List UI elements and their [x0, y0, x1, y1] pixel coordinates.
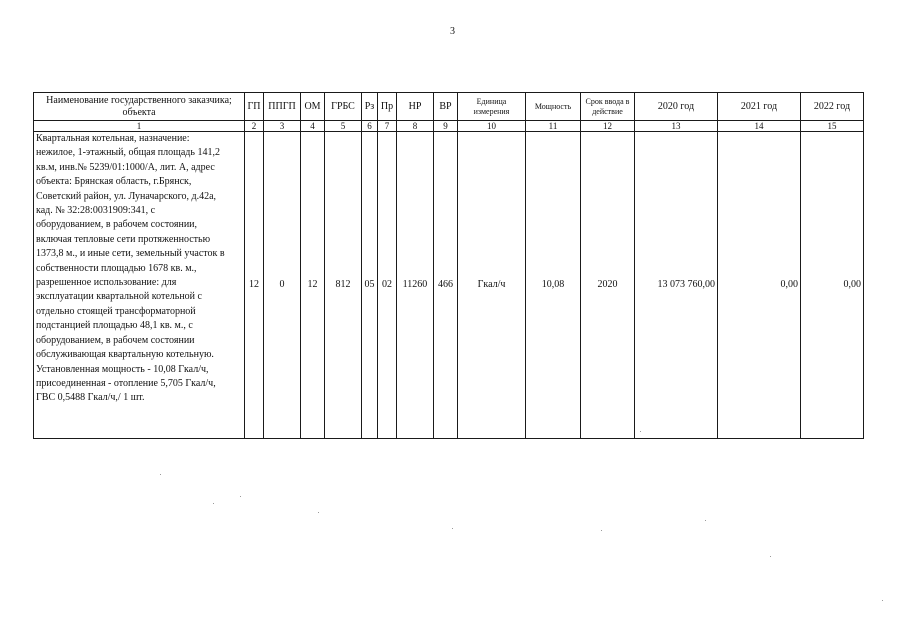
- rz-cell: 05: [362, 132, 378, 439]
- header-cell: 2021 год: [718, 93, 801, 121]
- column-number-cell: 5: [325, 121, 362, 132]
- capacity-cell: 10,08: [526, 132, 581, 439]
- amount-2021-cell: 0,00: [718, 132, 801, 439]
- scan-speck: [601, 530, 602, 531]
- ppgp-cell: 0: [264, 132, 301, 439]
- header-cell: Срок ввода в действие: [581, 93, 635, 121]
- pr-cell: 02: [378, 132, 397, 439]
- column-number-cell: 4: [301, 121, 325, 132]
- column-number-cell: 10: [458, 121, 526, 132]
- scan-speck: [770, 556, 771, 557]
- grbs-cell: 812: [325, 132, 362, 439]
- table-row: [34, 132, 864, 439]
- header-cell: ГРБС: [325, 93, 362, 121]
- commissioning-year-cell: 2020: [581, 132, 635, 439]
- header-cell: ГП: [245, 93, 264, 121]
- column-number-cell: 1: [34, 121, 245, 132]
- scan-speck: [882, 600, 883, 601]
- header-cell: Пр: [378, 93, 397, 121]
- scan-speck: [705, 520, 706, 521]
- column-number-cell: 6: [362, 121, 378, 132]
- column-number-cell: 3: [264, 121, 301, 132]
- vr-cell: 466: [434, 132, 458, 439]
- header-cell: ВР: [434, 93, 458, 121]
- header-cell: ОМ: [301, 93, 325, 121]
- header-cell: НР: [397, 93, 434, 121]
- object-description-cell: Квартальная котельная, назначение: нежилое, 1-этажный, общая площадь 141,2 кв.м, инв.№ 5239/01:1000/А, лит. А, адрес объекта: Брянская область, г.Брянск, Советский район, ул. Луначарского, д.42а, кад. № 32:28:0031909:341, с оборудованием, в рабочем состоянии, включая тепловые сети протяженностью 1373,8 м., и иные сети, земельный участок в собственности площадью 1678 кв. м., разрешенное использование: для эксплуатации квартальной котельной с отдельно стоящей трансформаторной подстанцией площадью 48,1 кв. м., с оборудованием, в рабочем состоянии обслуживающая квартальную котельную. Установленная мощность - 10,08 Гкал/ч, присоединенная - отопление 5,705 Гкал/ч, ГВС 0,5488 Гкал/ч,/ 1 шт.: [34, 132, 245, 439]
- header-cell: ППГП: [264, 93, 301, 121]
- page-number: 3: [450, 26, 455, 37]
- header-cell: 2022 год: [801, 93, 864, 121]
- budget-table: [33, 92, 864, 439]
- header-cell: Мощность: [526, 93, 581, 121]
- gp-cell: 12: [245, 132, 264, 439]
- nr-cell: 11260: [397, 132, 434, 439]
- header-cell: Наименование государственного заказчика; объекта: [34, 93, 245, 121]
- column-number-cell: 13: [635, 121, 718, 132]
- header-cell: 2020 год: [635, 93, 718, 121]
- column-number-cell: 7: [378, 121, 397, 132]
- column-number-cell: 12: [581, 121, 635, 132]
- unit-cell: Гкал/ч: [458, 132, 526, 439]
- scan-speck: [318, 512, 319, 513]
- column-number-cell: 11: [526, 121, 581, 132]
- header-cell: Рз: [362, 93, 378, 121]
- column-number-cell: 14: [718, 121, 801, 132]
- header-cell: Единица измерения: [458, 93, 526, 121]
- column-number-cell: 9: [434, 121, 458, 132]
- table-header-row: [34, 93, 864, 121]
- column-number-cell: 8: [397, 121, 434, 132]
- scan-speck: [452, 528, 453, 529]
- amount-2022-cell: 0,00: [801, 132, 864, 439]
- scan-speck: [213, 503, 214, 504]
- column-number-row: [34, 121, 864, 132]
- amount-2020-cell: 13 073 760,00: [635, 132, 718, 439]
- scan-speck: [640, 431, 641, 432]
- column-number-cell: 2: [245, 121, 264, 132]
- om-cell: 12: [301, 132, 325, 439]
- scan-speck: [240, 496, 241, 497]
- scan-speck: [160, 474, 161, 475]
- column-number-cell: 15: [801, 121, 864, 132]
